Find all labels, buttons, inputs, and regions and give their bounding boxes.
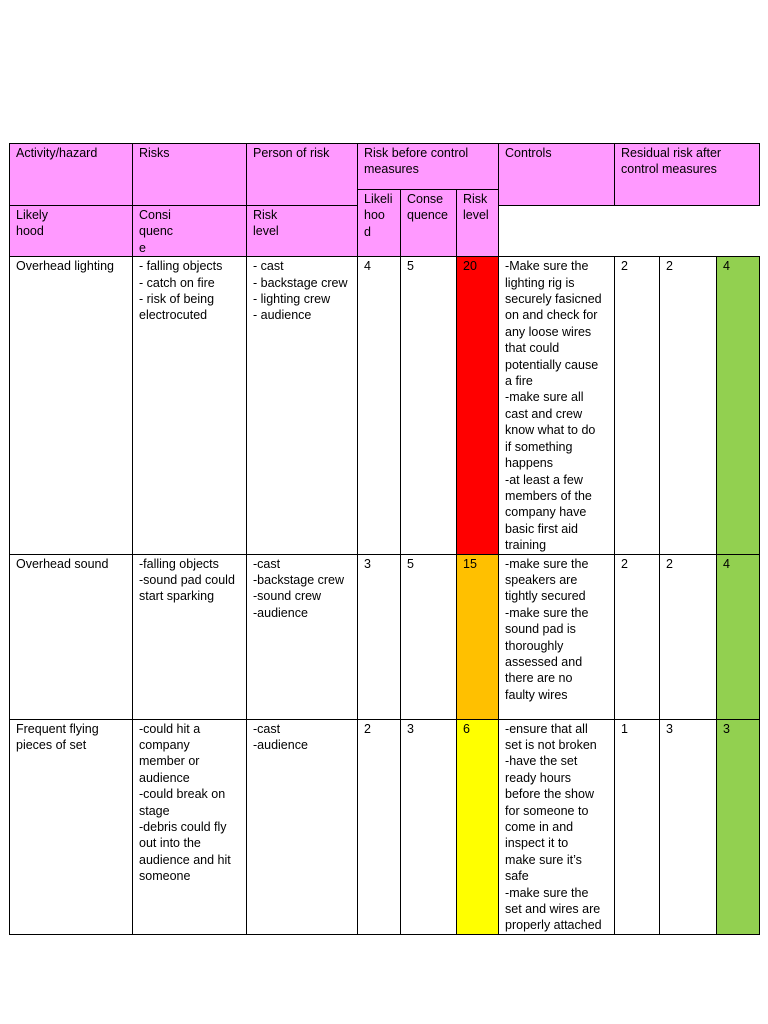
text-line: quence [407,208,449,223]
header-risks: Risks [133,144,247,206]
text-line: out into the [139,836,201,851]
text-line: d [364,224,371,239]
text-line: Risk [253,208,278,222]
text-line: thoroughly [505,638,564,653]
text-line: electrocuted [139,308,208,323]
text-line: come in and [505,819,574,834]
header-row [10,144,760,190]
text-line: - audience [253,308,312,323]
text-line: - lighting crew [253,292,331,307]
text-line: a fire [505,374,533,389]
text-line: Residual risk after [621,146,722,160]
text-line: Consi [139,208,171,222]
text-line: start sparking [139,589,215,604]
text-line: Likeli [364,192,393,206]
text-line: - cast [253,259,284,274]
controls-cell [499,554,615,719]
header-after-risk-level [247,206,358,257]
text-line: Overhead lighting [16,259,114,274]
text-line: -at least a few [505,472,583,487]
text-line: -Make sure the [505,259,589,274]
text-line: -debris could fly [139,819,227,834]
consequence-before-cell: 5 [401,257,457,554]
text-line: know what to do [505,423,596,438]
text-line: Likely [16,208,48,222]
text-line: Risk [463,192,488,206]
text-line: basic first aid [505,521,578,536]
text-line: quenc [139,224,174,239]
header-controls: Controls [499,144,615,206]
text-line: there are no [505,671,573,686]
text-line: set and wires are [505,902,601,916]
text-line: that could [505,341,560,356]
likelihood-after-cell: 2 [615,554,660,719]
text-line: -make sure the [505,885,589,900]
text-line: level [253,224,279,239]
likelihood-before-cell: 3 [358,554,401,719]
text-line: audience and hit [139,852,231,867]
controls-cell [499,257,615,554]
header-before-likelihood [358,190,401,257]
text-line: -audience [253,605,308,620]
header-activity: Activity/hazard [10,144,133,206]
header-residual-risk [615,144,760,206]
text-line: -audience [253,737,308,752]
header-person: Person of risk [247,144,358,206]
persons-cell [247,554,358,719]
risks-cell [133,257,247,554]
text-line: -backstage crew [253,572,345,587]
text-line: -make sure the [505,556,589,571]
text-line: - falling objects [139,259,223,274]
text-line: -sound pad could [139,572,235,587]
text-line: -falling objects [139,556,219,571]
text-line: lighting rig is [505,275,575,290]
text-line: company [139,737,190,752]
likelihood-before-cell: 2 [358,719,401,934]
text-line: Conse [407,192,444,206]
text-line: company have [505,505,587,520]
text-line: hoo [364,208,385,223]
text-line: pieces of set [16,737,87,752]
text-line: -have the set [505,754,578,769]
text-line: cast and crew [505,406,583,421]
consequence-after-cell: 2 [660,257,717,554]
text-line: members of the [505,488,592,503]
text-line: securely fasicned [505,292,602,307]
header-after-likelihood [10,206,133,257]
text-line: -cast [253,556,281,571]
text-line: control measures [621,162,717,177]
header-before-risk-level [457,190,499,257]
risk-assessment-table [9,143,760,935]
text-line: -sound crew [253,589,322,604]
text-line: inspect it to [505,836,569,851]
controls-cell [499,719,615,934]
text-line: -make sure the [505,605,589,620]
text-line: measures [364,162,419,177]
likelihood-before-cell: 4 [358,257,401,554]
text-line: tightly secured [505,589,586,604]
activity-cell [10,257,133,554]
consequence-after-cell: 2 [660,554,717,719]
text-line: any loose wires [505,324,592,339]
risk-before-cell: 6 [457,719,499,934]
text-line: make sure it’s [505,852,582,867]
text-line: - catch on fire [139,275,215,290]
risk-before-cell: 15 [457,554,499,719]
text-line: Overhead sound [16,556,109,571]
table-row [10,257,760,554]
text-line: -could hit a [139,721,201,736]
consequence-before-cell: 3 [401,719,457,934]
activity-cell [10,719,133,934]
text-line: faulty wires [505,687,568,702]
text-line: -cast [253,721,281,736]
risk-after-cell: 4 [717,257,760,554]
text-line: if something [505,439,573,454]
text-line: -make sure all [505,390,584,405]
header-before-consequence [401,190,457,257]
persons-cell [247,257,358,554]
text-line: level [463,208,489,223]
consequence-after-cell: 3 [660,719,717,934]
risk-after-cell: 4 [717,554,760,719]
text-line: Risk before control [364,146,469,160]
text-line: training [505,538,547,553]
table-row [10,554,760,719]
likelihood-after-cell: 2 [615,257,660,554]
text-line: assessed and [505,654,583,669]
text-line: speakers are [505,572,578,587]
text-line: - risk of being [139,292,215,307]
text-line: -ensure that all [505,721,588,736]
likelihood-after-cell: 1 [615,719,660,934]
risks-cell [133,719,247,934]
table-row [10,719,760,934]
header-after-consequence [133,206,247,257]
text-line: happens [505,456,553,471]
text-line: audience [139,770,190,785]
risk-before-cell: 20 [457,257,499,554]
text-line: before the show [505,787,594,802]
text-line: safe [505,869,529,884]
risk-after-cell: 3 [717,719,760,934]
text-line: - backstage crew [253,275,348,290]
text-line: stage [139,803,170,818]
activity-cell [10,554,133,719]
risks-cell [133,554,247,719]
text-line: ready hours [505,770,572,785]
persons-cell [247,719,358,934]
text-line: e [139,240,146,255]
text-line: properly attached [505,918,602,933]
text-line: potentially cause [505,357,599,372]
text-line: sound pad is [505,622,576,637]
text-line: someone [139,869,191,884]
text-line: Frequent flying [16,721,99,736]
header-risk-before [358,144,499,190]
text-line: member or [139,754,200,769]
text-line: -could break on [139,787,226,802]
text-line: set is not broken [505,737,597,752]
text-line: hood [16,224,44,239]
text-line: for someone to [505,803,589,818]
text-line: on and check for [505,308,598,323]
consequence-before-cell: 5 [401,554,457,719]
